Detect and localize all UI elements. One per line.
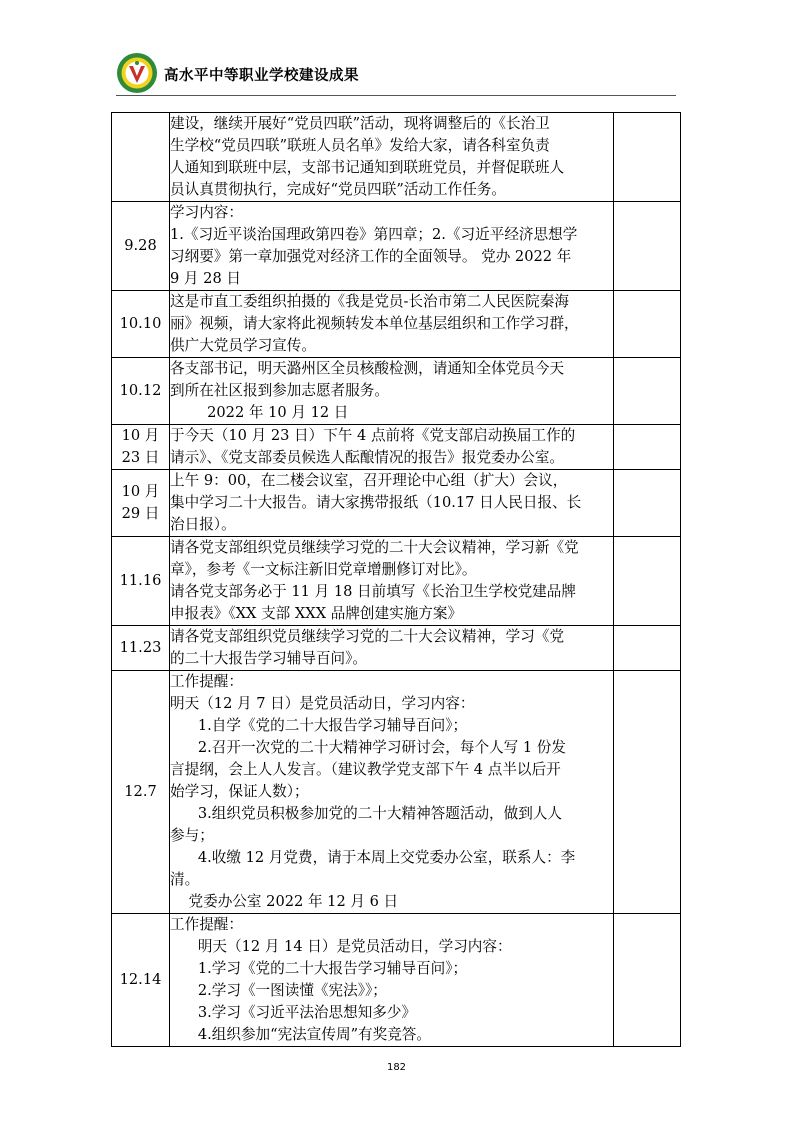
row-date	[112, 113, 170, 202]
row-content	[170, 425, 614, 470]
row-remarks	[614, 537, 681, 626]
content-line: 生学校“党员四联”联班人员名单》发给大家，请各科室负责	[170, 137, 550, 154]
row-content	[170, 470, 614, 537]
content-line: 这是市直工委组织拍摄的《我是党员-长治市第二人民医院秦海	[170, 293, 569, 310]
content-line: 清。	[170, 871, 200, 888]
content-line: 工作提醒：	[170, 916, 243, 933]
row-remarks	[614, 113, 681, 202]
row-remarks	[614, 470, 681, 537]
content-line: 于今天（10 月 23 日）下午 4 点前将《党支部启动换届工作的	[170, 427, 576, 444]
row-remarks	[614, 202, 681, 291]
row-content	[170, 291, 614, 358]
content-line: 上午 9：00，在二楼会议室，召开理论中心组（扩大）会议，	[170, 472, 568, 489]
table-row	[112, 914, 681, 1047]
content-line: 建设，继续开展好“党员四联”活动，现将调整后的《长治卫	[170, 115, 550, 132]
content-line: 各支部书记，明天潞州区全员核酸检测，请通知全体党员今天	[170, 360, 565, 377]
content-line: 请各党支部组织党员继续学习党的二十大会议精神，学习《党	[170, 628, 565, 645]
row-content	[170, 537, 614, 626]
row-date-line: 12.14	[119, 971, 162, 988]
school-emblem-icon	[116, 52, 158, 94]
content-line: 申报表》《XX 支部 XXX 品牌创建实施方案》	[170, 605, 463, 622]
content-line: 的二十大报告学习辅导百问》。	[170, 650, 368, 667]
content-line: 2.学习《一图读懂《宪法》》；	[170, 982, 387, 999]
content-line: 1.《习近平谈治国理政第四卷》第四章；2.《习近平经济思想学	[170, 226, 578, 243]
table-row	[112, 671, 681, 914]
content-line: 1.自学《党的二十大报告学习辅导百问》；	[170, 717, 468, 734]
row-content	[170, 358, 614, 425]
activity-log-body	[112, 113, 681, 1047]
row-date	[112, 537, 170, 626]
content-line: 供广大党员学习宣传。	[170, 337, 316, 354]
row-date-line: 29 日	[121, 505, 160, 522]
table-row	[112, 113, 681, 202]
row-date-line: 10.10	[119, 315, 162, 332]
table-row	[112, 470, 681, 537]
content-line: 3.组织党员积极参加党的二十大精神答题活动，做到人人	[170, 805, 563, 822]
content-line: 3.学习《习近平法治思想知多少》	[170, 1004, 417, 1021]
row-date	[112, 470, 170, 537]
row-date	[112, 202, 170, 291]
content-line: 请各党支部组织党员继续学习党的二十大会议精神，学习新《党	[170, 539, 579, 556]
content-line: 员认真贯彻执行，完成好“党员四联”活动工作任务。	[170, 181, 506, 198]
row-date	[112, 291, 170, 358]
row-remarks	[614, 914, 681, 1047]
row-remarks	[614, 425, 681, 470]
activity-log-table	[111, 112, 681, 1047]
content-line: 丽》视频，请大家将此视频转发本单位基层组织和工作学习群，	[170, 315, 579, 332]
row-content	[170, 202, 614, 291]
row-remarks	[614, 358, 681, 425]
row-content	[170, 671, 614, 914]
content-line: 2.召开一次党的二十大精神学习研讨会，每个人写 1 份发	[170, 739, 566, 756]
row-remarks	[614, 291, 681, 358]
content-line: 习纲要》第一章加强党对经济工作的全面领导。 党办 2022 年	[170, 248, 572, 265]
row-date	[112, 425, 170, 470]
page-number: 182	[386, 1062, 407, 1073]
content-line: 1.学习《党的二十大报告学习辅导百问》；	[170, 960, 468, 977]
row-date-line: 10 月	[121, 427, 160, 444]
row-date-line: 10.12	[119, 382, 162, 399]
row-date-line: 9.28	[124, 237, 157, 254]
content-line: 明天（12 月 7 日）是党员活动日，学习内容：	[170, 695, 475, 712]
content-line: 到所在社区报到参加志愿者服务。	[170, 382, 389, 399]
row-date	[112, 626, 170, 671]
table-row	[112, 358, 681, 425]
content-line: 人通知到联班中层，支部书记通知到联班党员，并督促联班人	[170, 159, 565, 176]
table-row	[112, 537, 681, 626]
content-line: 集中学习二十大报告。请大家携带报纸（10.17 日人民日报、长	[170, 494, 582, 511]
row-content	[170, 914, 614, 1047]
header-divider	[116, 95, 676, 96]
content-line: 请各党支部务必于 11 月 18 日前填写《长治卫生学校党建品牌	[170, 583, 576, 600]
content-line: 请示》、《党支部委员候选人酝酿情况的报告》报党委办公室。	[170, 449, 565, 466]
content-line: 4.组织参加“宪法宣传周”有奖竞答。	[170, 1026, 431, 1043]
row-date	[112, 358, 170, 425]
row-date-line: 11.23	[119, 639, 162, 656]
header-title: 高水平中等职业学校建设成果	[164, 68, 359, 84]
content-line: 9 月 28 日	[170, 270, 241, 287]
row-date	[112, 914, 170, 1047]
table-row	[112, 425, 681, 470]
content-line: 学习内容：	[170, 204, 243, 221]
table-row	[112, 202, 681, 291]
content-line: 党委办公室 2022 年 12 月 6 日	[170, 893, 399, 910]
row-remarks	[614, 671, 681, 914]
row-date-line: 11.16	[119, 572, 162, 589]
content-line: 明天（12 月 14 日）是党员活动日，学习内容：	[170, 938, 512, 955]
content-line: 4.收缴 12 月党费，请于本周上交党委办公室，联系人：李	[170, 849, 576, 866]
page-header	[116, 52, 676, 96]
row-date-line: 10 月	[121, 483, 160, 500]
table-row	[112, 291, 681, 358]
row-content	[170, 626, 614, 671]
content-line: 2022 年 10 月 12 日	[170, 404, 349, 421]
row-date-line: 23 日	[121, 449, 160, 466]
row-date-line: 12.7	[124, 783, 157, 800]
table-row	[112, 626, 681, 671]
row-content	[170, 113, 614, 202]
content-line: 章》，参考《一文标注新旧党章增删修订对比》。	[170, 561, 477, 578]
row-remarks	[614, 626, 681, 671]
row-date	[112, 671, 170, 914]
content-line: 参与；	[170, 827, 214, 844]
content-line: 言提纲，会上人人发言。（建议教学党支部下午 4 点半以后开	[170, 761, 561, 778]
content-line: 治日报）。	[170, 516, 236, 533]
content-line: 工作提醒：	[170, 673, 243, 690]
content-line: 始学习，保证人数）；	[170, 783, 309, 800]
